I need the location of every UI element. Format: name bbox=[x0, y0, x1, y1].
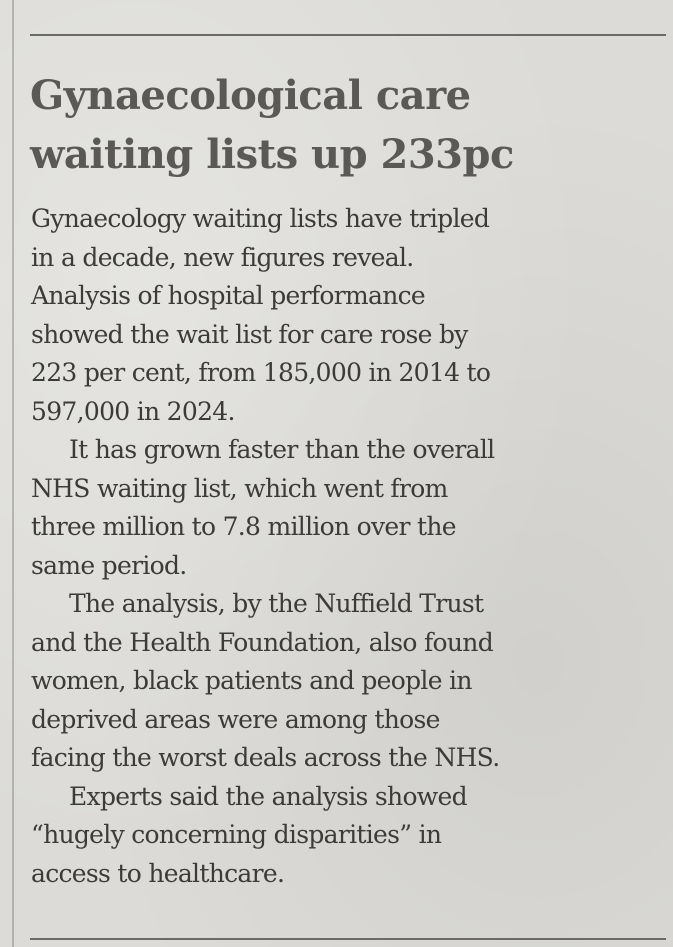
bottom-rule bbox=[30, 938, 666, 940]
body-line: three million to 7.8 million over the bbox=[31, 512, 456, 541]
body-line: 597,000 in 2024. bbox=[31, 396, 235, 426]
body-line: Analysis of hospital performance bbox=[31, 281, 426, 310]
body-line: NHS waiting list, which went from bbox=[31, 473, 448, 503]
headline-line: waiting lists up 233pc bbox=[30, 131, 514, 178]
paragraph-start-line: It has grown faster than the overall bbox=[69, 435, 495, 464]
top-rule bbox=[30, 34, 666, 36]
body-line: women, black patients and people in bbox=[31, 666, 472, 695]
body-line: and the Health Foundation, also found bbox=[31, 627, 494, 657]
paragraph-start-line: The analysis, by the Nuffield Trust bbox=[69, 589, 484, 618]
headline-line: Gynaecological care bbox=[30, 72, 471, 119]
article-body bbox=[31, 200, 661, 893]
body-line: 223 per cent, from 185,000 in 2014 to bbox=[31, 358, 491, 387]
body-line: deprived areas were among those bbox=[31, 704, 440, 734]
body-line: in a decade, new figures reveal. bbox=[31, 242, 414, 272]
paragraph-start-line: Experts said the analysis showed bbox=[69, 781, 467, 811]
clipping-left-edge bbox=[12, 0, 14, 947]
body-line: same period. bbox=[31, 550, 187, 580]
body-line: showed the wait list for care rose by bbox=[31, 319, 468, 349]
body-line: Gynaecology waiting lists have tripled bbox=[31, 204, 490, 233]
headline bbox=[30, 66, 630, 184]
body-line: access to healthcare. bbox=[31, 858, 285, 888]
body-line: facing the worst deals across the NHS. bbox=[31, 743, 500, 772]
body-line: “hugely concerning disparities” in bbox=[31, 820, 442, 849]
